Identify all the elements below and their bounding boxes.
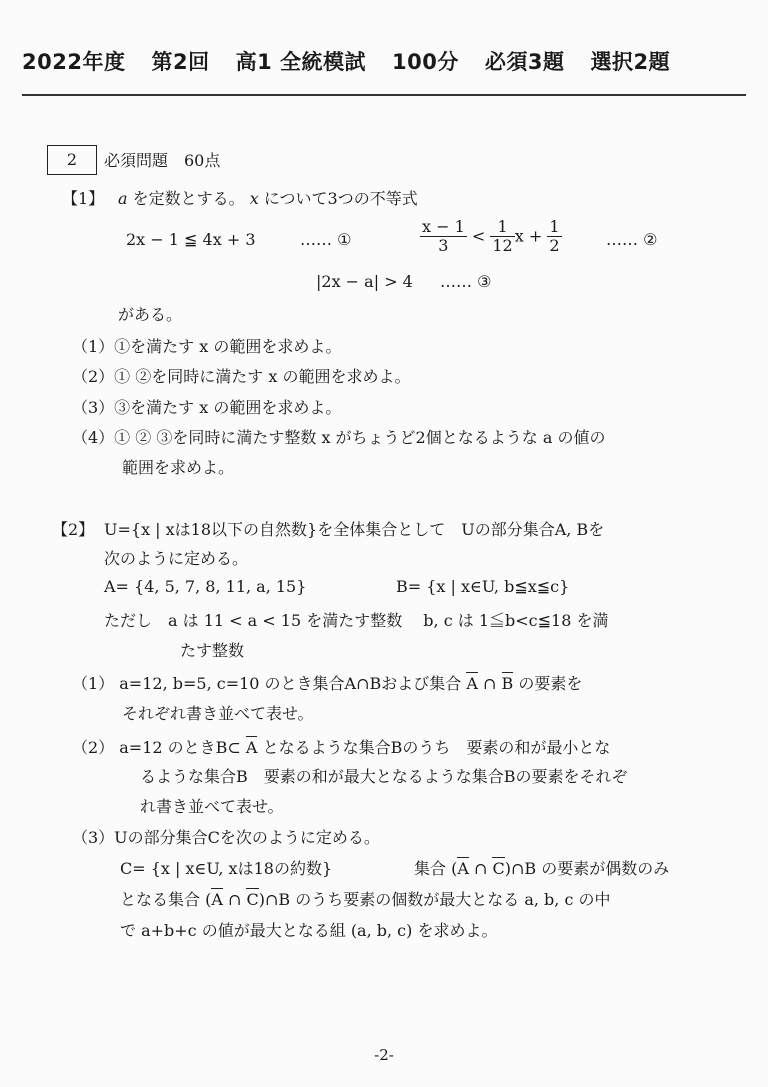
p1-exists: がある。 (118, 305, 183, 324)
fraction-3: $\frac{1}{2}$ (549, 217, 560, 256)
complement-a: A (211, 890, 223, 909)
complement-a: A (457, 859, 469, 878)
inequality-3: |2x − a| > 4 (316, 272, 413, 291)
var-a: a (118, 189, 128, 208)
p1-tag: 【1】 (62, 189, 105, 208)
complement-c: C (246, 890, 259, 909)
exam-optional: 選択2題 (590, 50, 671, 74)
p2-line2: 次のように定める。 (104, 549, 249, 568)
inequality-1: 2x − 1 ≦ 4x + 3 (126, 230, 256, 249)
p1-q3: （3）③を満たす x の範囲を求めよ。 (72, 398, 342, 417)
section-number-box: 2 (47, 145, 97, 175)
inequality-1-marker: …… ① (300, 230, 352, 249)
p1-q1: （1）①を満たす x の範囲を求めよ。 (72, 337, 342, 356)
p2-q1-line1 (72, 671, 582, 694)
exam-grade: 高1 全統模試 (235, 50, 367, 74)
cap-sign: ∩ (222, 890, 247, 909)
p2-q3-line4: で a+b+c の値が最大となる組 (a, b, c) を求めよ。 (120, 921, 498, 940)
exam-year: 2022年度 (22, 50, 126, 74)
fraction-1: $\frac{x - 1}{3}$ (422, 217, 465, 256)
p1-intro (118, 186, 418, 209)
p2-condition-line2: たす整数 (180, 641, 245, 660)
p1-q2: （2）① ②を同時に満たす x の範囲を求めよ。 (72, 367, 411, 386)
p2-q2-line3: れ書き並べて表せ。 (140, 797, 284, 816)
x-plus: x + (514, 226, 543, 246)
lt-sign: < (471, 226, 486, 246)
p1-q4-line1: （4）① ② ③を同時に満たす整数 x がちょうど2個となるような a の値の (72, 428, 606, 447)
p2-q2-line1 (72, 735, 610, 758)
set-a-definition: A= {4, 5, 7, 8, 11, a, 15} (104, 577, 307, 596)
inequality-3-marker: …… ③ (440, 272, 492, 291)
p2-q1-post: の要素を (513, 674, 583, 693)
exam-required: 必須3題 (484, 50, 565, 74)
inequality-2 (420, 218, 562, 256)
p1-intro-text2: について3つの不等式 (263, 189, 418, 208)
complement-a: A (245, 738, 258, 757)
inequality-2-marker: …… ② (606, 230, 658, 249)
p2-q3-line2-post: )∩B の要素が偶数のみ (504, 859, 670, 878)
p2-q1-pre: （1） a=12, b=5, c=10 のとき集合A∩Bおよび集合 (72, 674, 467, 693)
p2-q3-line3-post: )∩B のうち要素の個数が最大となる a, b, c の中 (258, 890, 611, 909)
paren-open: 集合 ( (414, 859, 458, 878)
p2-q2-post: となるような集合Bのうち 要素の和が最小とな (257, 738, 611, 757)
p2-q3-line2 (414, 856, 669, 879)
p1-intro-text: を定数とする。 (132, 189, 245, 208)
section-label: 必須問題 60点 (104, 151, 221, 170)
cap-sign: ∩ (468, 859, 493, 878)
p2-tag: 【2】 (52, 520, 95, 539)
exam-time: 100分 (392, 50, 459, 74)
p2-q1-line2: それぞれ書き並べて表せ。 (122, 704, 314, 723)
var-x: x (249, 189, 259, 208)
cap-sign: ∩ (477, 674, 502, 693)
p1-q4-line2: 範囲を求めよ。 (122, 458, 235, 477)
exam-header (22, 46, 670, 76)
p2-q3-line1: （3）Uの部分集合Cを次のように定める。 (72, 828, 380, 847)
p2-line1: U={x | xは18以下の自然数}を全体集合として Uの部分集合A, Bを (104, 520, 605, 539)
set-b-definition: B= {x | x∈U, b≦x≦c} (396, 577, 570, 596)
complement-a: A (466, 674, 478, 693)
p2-q3-line3-pre: となる集合 ( (120, 890, 212, 909)
complement-b: B (501, 674, 514, 693)
page-number: -2- (374, 1046, 394, 1064)
exam-round: 第2回 (151, 50, 210, 74)
header-rule (22, 94, 746, 96)
set-c-definition: C= {x | x∈U, xは18の約数} (120, 859, 333, 878)
p2-q3-line3 (120, 887, 611, 910)
fraction-2: $\frac{1}{12}$ (492, 217, 513, 256)
complement-c: C (492, 859, 505, 878)
p2-condition-line1: ただし a は 11 < a < 15 を満たす整数 b, c は 1≦b<c≦18 を満 (104, 611, 609, 630)
p2-q2-pre: （2） a=12 のときB⊂ (72, 738, 246, 757)
p2-q2-line2: るような集合B 要素の和が最大となるような集合Bの要素をそれぞ (140, 767, 628, 786)
